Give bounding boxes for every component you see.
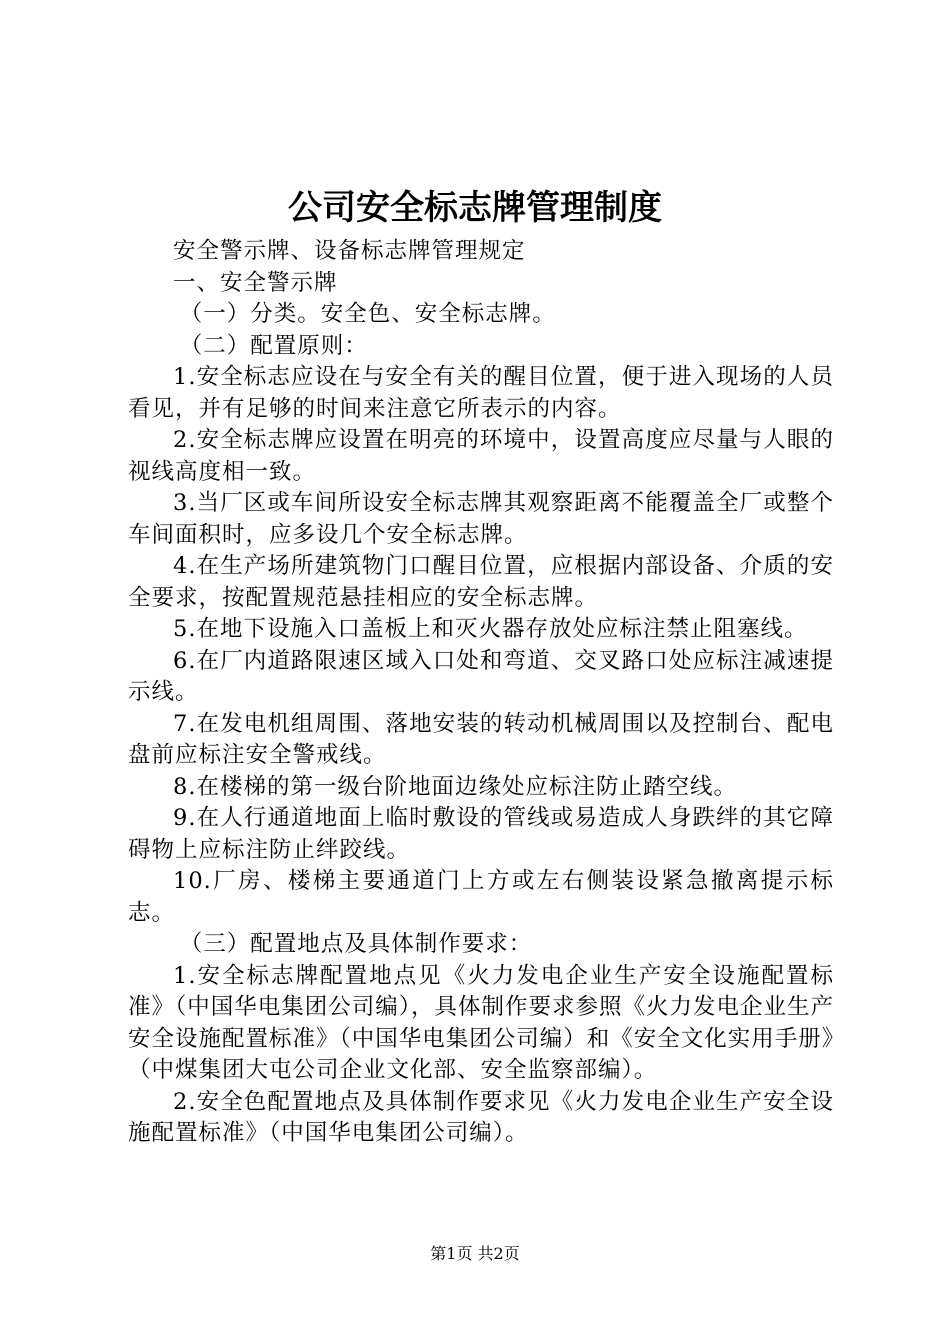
page-title: 公司安全标志牌管理制度: [288, 188, 662, 228]
page-footer: 第1页 共2页: [430, 1244, 520, 1263]
paragraph-subtitle: 安全警示牌、设备标志牌管理规定: [173, 238, 526, 264]
subsection-heading: （三）配置地点及具体制作要求：: [179, 931, 533, 957]
list-item: 5.在地下设施入口盖板上和灭火器存放处应标注禁止阻塞线。: [173, 616, 808, 642]
list-item: 2.安全标志牌应设置在明亮的环境中，设置高度应尽量与人眼的视线高度相一致。: [128, 427, 834, 485]
list-item: 10.厂房、楼梯主要通道门上方或左右侧装设紧急撤离提示标志。: [128, 868, 834, 926]
list-item: 7.在发电机组周围、落地安装的转动机械周围以及控制台、配电盘前应标注安全警戒线。: [128, 710, 834, 768]
list-item: 3.当厂区或车间所设安全标志牌其观察距离不能覆盖全厂或整个车间面积时，应多设几个安全标志牌。: [128, 490, 834, 548]
list-item: 1.安全标志应设在与安全有关的醒目位置，便于进入现场的人员看见，并有足够的时间来注意它所表示的内容。: [128, 364, 834, 422]
list-item: 6.在厂内道路限速区域入口处和弯道、交叉路口处应标注减速提示线。: [128, 647, 834, 705]
section-heading: 一、安全警示牌: [173, 269, 338, 296]
list-item: 4.在生产场所建筑物门口醒目位置，应根据内部设备、介质的安全要求，按配置规范悬挂相应的安全标志牌。: [128, 553, 834, 611]
list-item: 8.在楼梯的第一级台阶地面边缘处应标注防止踏空线。: [173, 773, 737, 800]
subsection-heading: （一）分类。安全色、安全标志牌。: [179, 301, 556, 327]
subsection-heading: （二）配置原则：: [179, 332, 368, 359]
list-item: 1.安全标志牌配置地点见《火力发电企业生产安全设施配置标准》（中国华电集团公司编），具体制作要求参照《火力发电企业生产安全设施配置标准》（中国华电集团公司编）和《安全文化实用手册》（中煤集团大屯公司企业文化部、安全监察部编）。: [128, 962, 835, 1083]
list-item: 9.在人行通道地面上临时敷设的管线或易造成人身跌绊的其它障碍物上应标注防止绊跤线。: [128, 805, 834, 863]
list-item: 2.安全色配置地点及具体制作要求见《火力发电企业生产安全设施配置标准》（中国华电集团公司编）。: [128, 1088, 834, 1146]
document-body: [128, 236, 834, 1150]
